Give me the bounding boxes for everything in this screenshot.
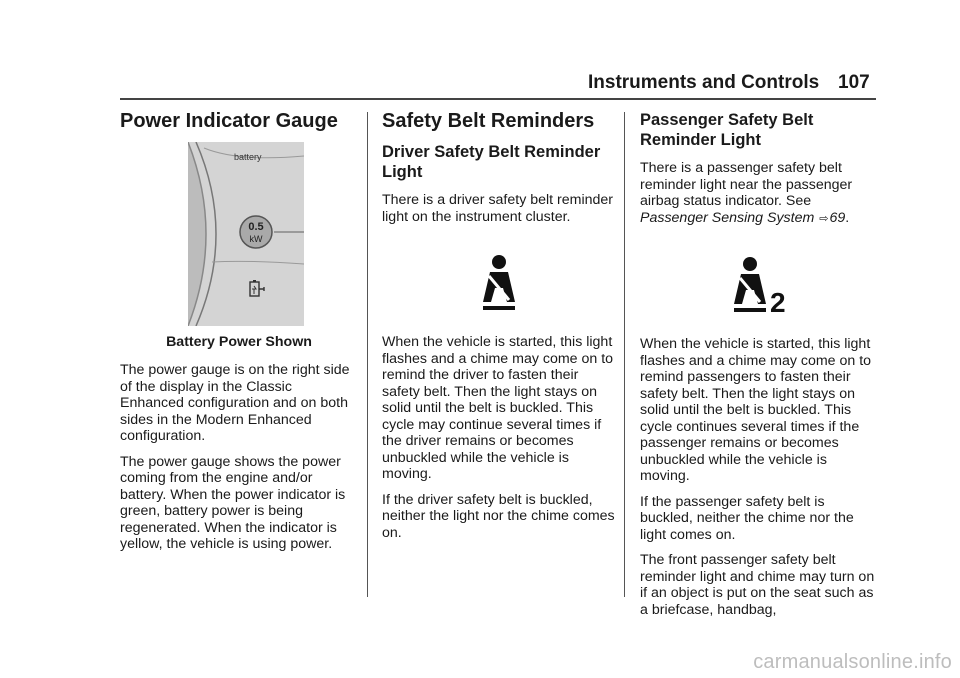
column-safety-belt-reminders [382,108,618,550]
paragraph: There is a driver safety belt reminder light on the instrument cluster. [382,192,614,225]
paragraph: The front passenger safety belt reminder light and chime may turn on if an object is put on the seat such as a briefcase, handbag, [640,552,875,618]
passenger-sensing-link[interactable]: Passenger Sensing System [640,209,815,226]
paragraph: The power gauge is on the right side of the display in the Classic Enhanced configuration and on both sides in the Modern Enhanced configuration. [120,362,350,444]
column-divider [624,112,625,597]
paragraph: If the passenger safety belt is buckled, neither the chime nor the light comes on. [640,493,854,543]
paragraph: The power gauge shows the power coming from the engine and/or battery. When the power indicator is green, battery power is being regenerated. When the indicator is yellow, the vehicle is using power. [120,453,346,552]
gauge-unit: kW [249,234,263,244]
column-passenger-belt [640,110,876,627]
page-ref[interactable]: 69 [829,209,846,226]
gauge-value: 0.5 [248,221,264,233]
passenger-seatbelt-icon [640,236,876,336]
page-number: 107 [838,72,870,93]
watermark: carmanualsonline.info [753,651,952,673]
figure-caption: Battery Power Shown [166,334,312,350]
paragraph-text: There is a passenger safety belt reminder light near the passenger airbag status indicator. See [640,160,853,209]
paragraph [640,160,876,227]
column-divider [367,112,368,597]
section-title: Instruments and Controls [588,72,820,93]
heading-safety-belt-reminders: Safety Belt Reminders [382,110,595,132]
heading-power-indicator-gauge: Power Indicator Gauge [120,110,338,132]
gauge-battery-label: battery [234,152,262,162]
heading-passenger-belt-light: Passenger Safety Belt Reminder Light [640,111,814,149]
paragraph: When the vehicle is started, this light flashes and a chime may come on to remind passengers to fasten their safety belt. Then the light stays on solid until the belt is buckled. This cycle continues several times if the passenger remains or becomes unbuckled while the vehicle is moving. [640,336,872,484]
seatbelt-icon [382,234,618,334]
page-ref-icon: ⇨ [819,212,829,225]
power-gauge-figure [188,142,304,326]
heading-driver-belt-light: Driver Safety Belt Reminder Light [382,143,601,181]
paragraph: When the vehicle is started, this light flashes and a chime may come on to remind the driver to fasten their safety belt. Then the light stays on solid until the belt is buckled. This cycle may continue several times if the driver remains or becomes unbuckled while the vehicle is moving. [382,334,614,482]
period: . [845,209,850,226]
column-power-gauge [120,108,358,562]
paragraph: If the driver safety belt is buckled, neither the light nor the chime comes on. [382,491,615,541]
passenger-number: 2 [770,287,786,318]
header-rule [120,98,876,100]
